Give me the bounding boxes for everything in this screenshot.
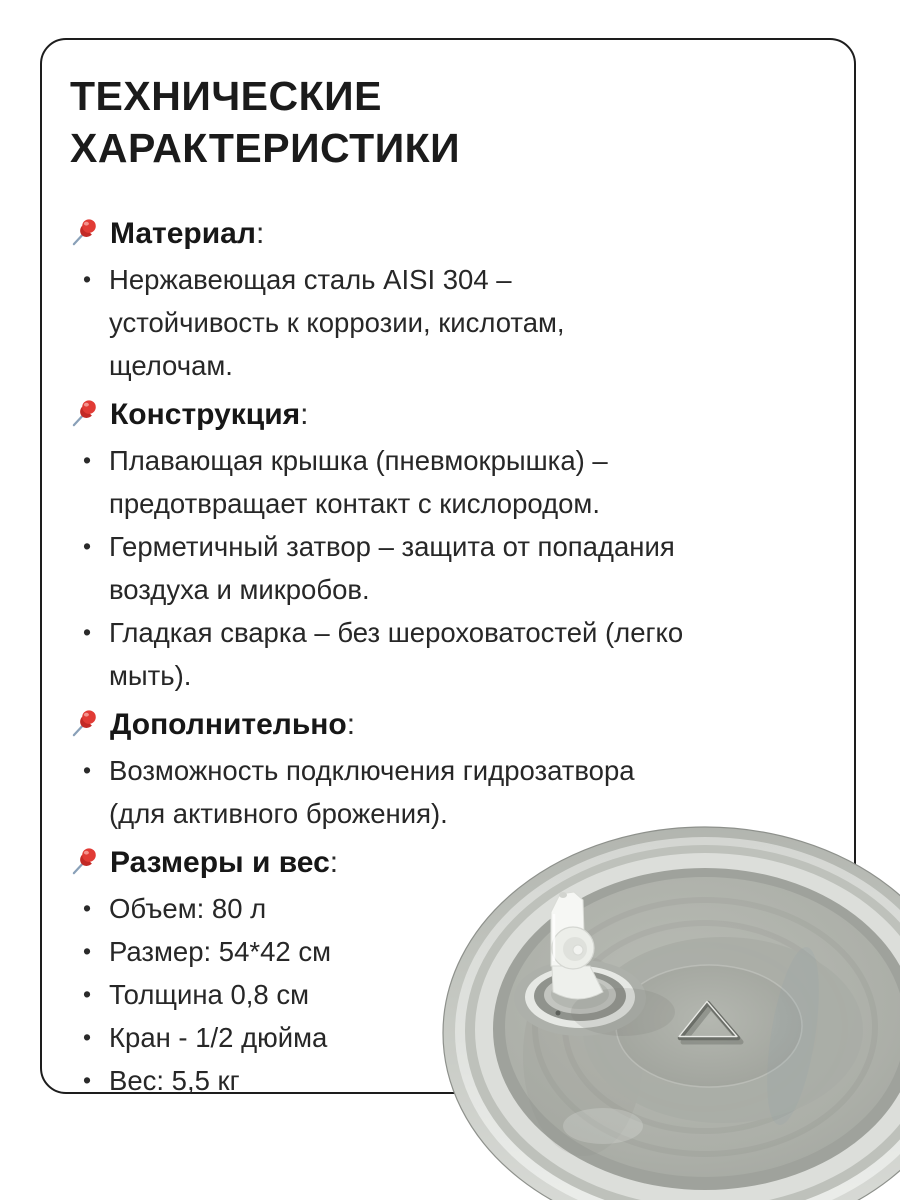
section-title xyxy=(110,212,264,255)
section-title-colon: : xyxy=(300,398,309,432)
bullet-dot: • xyxy=(83,1024,92,1051)
section-heading xyxy=(70,393,828,436)
bullet-dot: • xyxy=(83,266,92,293)
section-material xyxy=(70,212,828,387)
section-title-text: Материал xyxy=(110,217,256,251)
product-photo-lid xyxy=(433,826,900,1200)
spec-item xyxy=(70,258,828,387)
pushpin-icon xyxy=(70,217,101,248)
page-title-line-2: ХАРАКТЕРИСТИКИ xyxy=(70,125,461,172)
section-items xyxy=(70,258,828,387)
bullet-dot: • xyxy=(83,895,92,922)
page-title xyxy=(70,70,828,174)
section-heading xyxy=(70,703,828,746)
pushpin-icon xyxy=(70,846,101,877)
pushpin-icon xyxy=(70,708,101,739)
spec-item-text: Плавающая крышка (пневмокрышка) – предотвращает контакт с кислородом. xyxy=(109,445,608,520)
spec-item-text: Кран - 1/2 дюйма xyxy=(109,1022,328,1054)
section-title xyxy=(110,393,309,436)
section-title xyxy=(110,841,338,884)
section-title-text: Конструкция xyxy=(110,398,301,432)
spec-item-text: Вес: 5,5 кг xyxy=(109,1065,240,1097)
section-title-colon: : xyxy=(346,708,356,742)
bullet-dot: • xyxy=(83,757,92,784)
bullet-dot: • xyxy=(83,619,92,646)
spec-item-text: Нержавеющая сталь AISI 304 – устойчивость к коррозии, кислотам, щелочам. xyxy=(109,264,565,382)
section-title-text: Дополнительно xyxy=(110,708,347,742)
section-title-colon: : xyxy=(255,217,265,251)
spec-item-text: Толщина 0,8 см xyxy=(109,979,310,1011)
spec-item xyxy=(70,439,828,525)
section-items xyxy=(70,749,828,835)
section-title xyxy=(110,703,355,746)
bullet-dot: • xyxy=(83,981,92,1008)
spec-item xyxy=(70,525,828,611)
bullet-dot: • xyxy=(83,1067,92,1094)
spec-item-text: Гладкая сварка – без шероховатостей (легко мыть). xyxy=(109,617,684,692)
section-construction xyxy=(70,393,828,697)
section-title-text: Размеры и вес xyxy=(110,846,330,880)
bullet-dot: • xyxy=(83,938,92,965)
spec-item-text: Объем: 80 л xyxy=(109,893,267,925)
section-heading xyxy=(70,212,828,255)
section-additional xyxy=(70,703,828,835)
page-title-line-1: ТЕХНИЧЕСКИЕ xyxy=(70,73,382,119)
bullet-dot: • xyxy=(83,447,92,474)
spec-item-text: Возможность подключения гидрозатвора (для активного брожения). xyxy=(109,755,635,830)
spec-item xyxy=(70,611,828,697)
pushpin-icon xyxy=(70,398,101,429)
spec-item-text: Размер: 54*42 см xyxy=(109,936,331,968)
section-items xyxy=(70,439,828,697)
spec-item xyxy=(70,749,828,835)
section-title-colon: : xyxy=(329,846,339,880)
bullet-dot: • xyxy=(83,533,92,560)
spec-item-text: Герметичный затвор – защита от попадания воздуха и микробов. xyxy=(109,531,675,606)
